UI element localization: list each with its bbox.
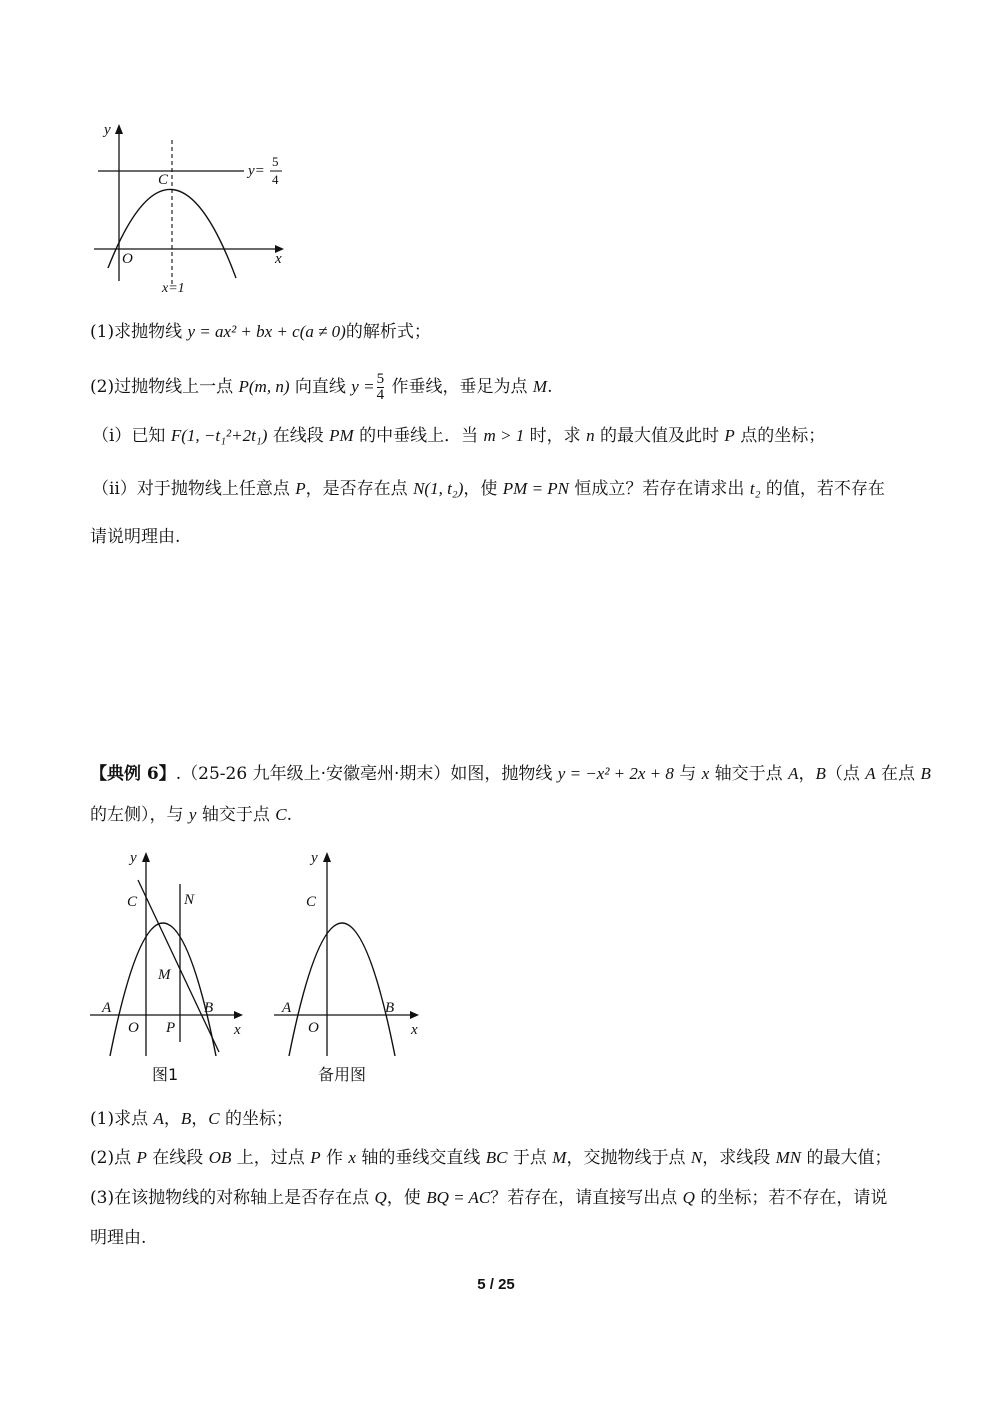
example-6-line2: 的左侧），与 y 轴交于点 C. <box>90 805 293 825</box>
fig-left-o-label: O <box>128 1020 139 1036</box>
fig-right-a-label: A <box>282 1000 292 1016</box>
question-2: (2)过抛物线上一点 P(m, n) 向直线 y = $\frac{5}{4}$ 作垂线，垂足为点 M. <box>90 371 553 403</box>
fig-left-n-label: N <box>184 892 195 908</box>
question-2-ii: （ⅱ）对于抛物线上任意点 P，是否存在点 N(1, t₂)，使 PM = PN 恒成立？若存在请求出 t₂ 的值，若不存在 <box>92 479 885 499</box>
fig-right-y-label: y <box>311 850 318 866</box>
line-label-num: 5 <box>272 154 279 169</box>
origin-label: O <box>122 251 133 267</box>
fig-left-y-label: y <box>130 850 137 866</box>
y-axis-label: y <box>104 122 111 138</box>
fig-left-b-label: B <box>204 1000 214 1016</box>
caption-figure-1: 图1 <box>152 1065 179 1084</box>
example-question-2: (2)点 P 在线段 OB 上，过点 P 作 x 轴的垂线交直线 BC 于点 M，交抛物线于点 N，求线段 MN 的最大值； <box>90 1148 892 1168</box>
line-label-den: 4 <box>272 172 279 187</box>
vertex-label: C <box>158 172 169 188</box>
fig-right-c-label: C <box>306 894 317 910</box>
example-question-1: (1)求点 A，B，C 的坐标； <box>90 1109 294 1129</box>
fig-right-b-label: B <box>385 1000 395 1016</box>
example-title: 【典例 6】 <box>90 764 176 784</box>
figure-parabola-2 <box>86 844 436 1092</box>
example-question-3-line2: 明理由. <box>90 1228 147 1248</box>
fig-left-c-label: C <box>127 894 138 910</box>
fraction-5-4: $\frac{5}{4}$ <box>376 371 385 403</box>
example-6-line1: 【典例 6】.（25-26 九年级上·安徽亳州·期末）如图，抛物线 y = −x² + 2x + 8 与 x 轴交于点 A，B（点 A 在点 B <box>90 764 931 784</box>
example-question-3: (3)在该抛物线的对称轴上是否存在点 Q，使 BQ = AC？若存在，请直接写出点 Q 的坐标；若不存在，请说 <box>90 1188 888 1208</box>
fig-left-a-label: A <box>102 1000 112 1016</box>
figure-parabola-1 <box>88 118 298 298</box>
line-label: y= <box>248 163 265 179</box>
x-axis-label: x <box>275 251 282 267</box>
fig-right-o-label: O <box>308 1020 319 1036</box>
symmetry-axis-label: x=1 <box>162 281 185 296</box>
page-number: 5 / 25 <box>477 1276 515 1293</box>
fig-left-p-label: P <box>166 1020 176 1036</box>
question-1: (1)求抛物线 y = ax² + bx + c(a ≠ 0)的解析式； <box>90 322 431 342</box>
question-2-ii-line2: 请说明理由. <box>90 527 181 547</box>
fig-right-x-label: x <box>411 1022 418 1038</box>
question-2-i: （ⅰ）已知 F(1, −t₁²+2t₁) 在线段 PM 的中垂线上．当 m > 1 时，求 n 的最大值及此时 P 点的坐标； <box>92 426 826 446</box>
fig-left-m-label: M <box>158 967 171 983</box>
fig-left-x-label: x <box>234 1022 241 1038</box>
caption-backup-figure: 备用图 <box>318 1065 367 1084</box>
